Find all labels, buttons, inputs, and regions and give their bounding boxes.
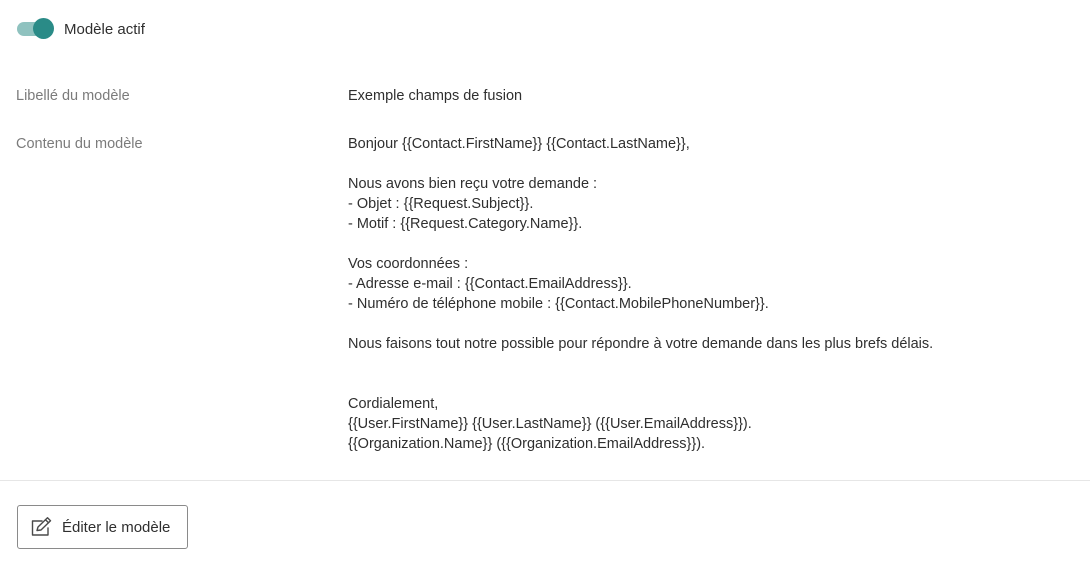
- template-content-value: [348, 134, 1068, 454]
- active-toggle-row: [17, 18, 145, 40]
- content-line: - Motif : {{Request.Category.Name}}.: [348, 216, 583, 232]
- content-line: [348, 234, 1068, 254]
- content-line: - Objet : {{Request.Subject}}.: [348, 196, 534, 212]
- active-toggle[interactable]: [17, 18, 55, 40]
- template-name-label: Libellé du modèle: [16, 88, 130, 104]
- content-line: {{User.FirstName}} {{User.LastName}} ({{User.EmailAddress}}).: [348, 416, 752, 432]
- content-line: - Adresse e-mail : {{Contact.EmailAddress}}.: [348, 276, 632, 292]
- content-line: [348, 374, 1068, 394]
- content-line: Bonjour {{Contact.FirstName}} {{Contact.LastName}},: [348, 136, 690, 152]
- content-line: [348, 154, 1068, 174]
- active-toggle-label: Modèle actif: [64, 20, 145, 38]
- content-line: Vos coordonnées :: [348, 256, 469, 272]
- edit-icon: [30, 517, 54, 537]
- content-line: Nous faisons tout notre possible pour répondre à votre demande dans les plus brefs délais.: [348, 336, 934, 352]
- content-line: [348, 354, 1068, 374]
- edit-template-label: Éditer le modèle: [62, 518, 171, 536]
- template-content-label: Contenu du modèle: [16, 136, 143, 152]
- content-line: {{Organization.Name}} ({{Organization.EmailAddress}}).: [348, 436, 706, 452]
- edit-template-button[interactable]: [17, 505, 188, 549]
- content-line: [348, 314, 1068, 334]
- template-name-value: Exemple champs de fusion: [348, 88, 523, 104]
- toggle-knob[interactable]: [33, 18, 54, 39]
- content-line: - Numéro de téléphone mobile : {{Contact.MobilePhoneNumber}}.: [348, 296, 769, 312]
- content-line: Cordialement,: [348, 396, 439, 412]
- section-divider: [0, 480, 1090, 481]
- content-line: Nous avons bien reçu votre demande :: [348, 176, 598, 192]
